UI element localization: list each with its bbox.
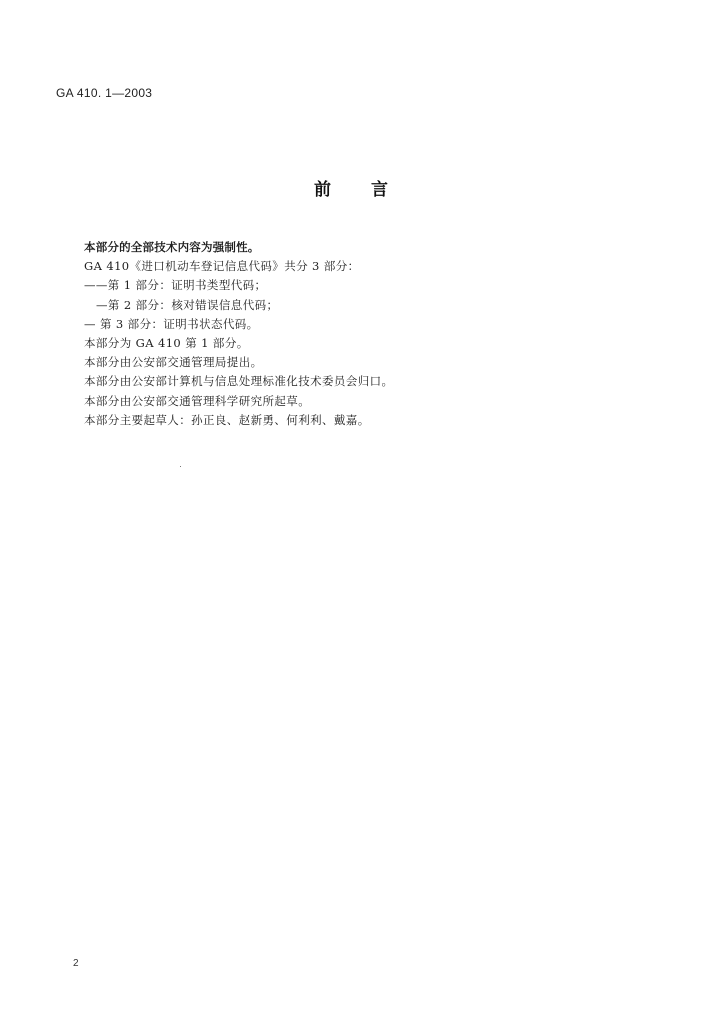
- scan-speck: [180, 466, 181, 467]
- paragraph-this-part: 本部分为 GA 410 第 1 部分。: [84, 335, 249, 350]
- paragraph-part-2: —第 2 部分：核对错误信息代码；: [96, 297, 279, 312]
- paragraph-mandatory-statement: 本部分的全部技术内容为强制性。: [84, 240, 260, 254]
- standard-code-header: GA 410. 1—2003: [56, 86, 153, 100]
- paragraph-main-drafters: 本部分主要起草人：孙正良、赵新勇、何利利、戴嘉。: [84, 412, 370, 427]
- paragraph-part-3: — 第 3 部分：证明书状态代码。: [84, 316, 259, 331]
- foreword-body: [84, 238, 644, 430]
- section-title-char-1: 前: [314, 180, 331, 200]
- paragraph-drafted-by: 本部分由公安部交通管理科学研究所起草。: [84, 393, 311, 408]
- section-title: [0, 175, 702, 200]
- section-title-char-2: 言: [371, 180, 388, 200]
- page-number: 2: [73, 958, 79, 969]
- paragraph-under-jurisdiction: 本部分由公安部计算机与信息处理标准化技术委员会归口。: [84, 374, 394, 389]
- paragraph-proposed-by: 本部分由公安部交通管理局提出。: [84, 355, 263, 370]
- paragraph-parts-overview: GA 410《进口机动车登记信息代码》共分 3 部分：: [84, 259, 360, 274]
- paragraph-part-1: ——第 1 部分：证明书类型代码；: [84, 278, 267, 293]
